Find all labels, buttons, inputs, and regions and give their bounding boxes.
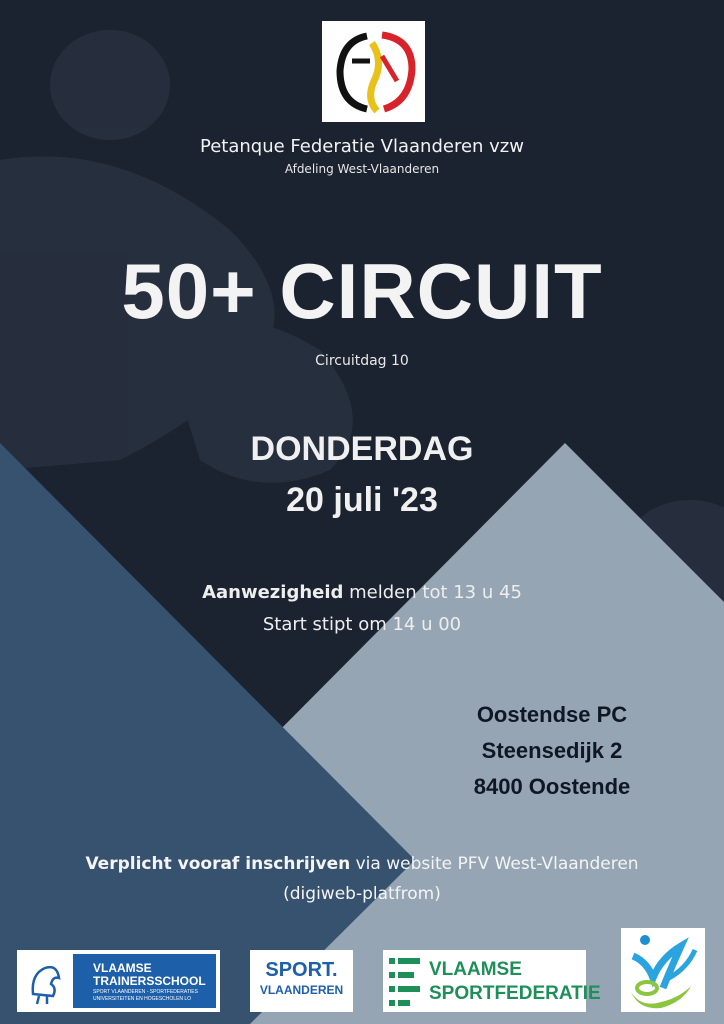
- venue-city: 8400 Oostende: [473, 774, 631, 799]
- presence-bold: Aanwezigheid: [202, 582, 344, 603]
- event-day: DONDERDAG: [250, 430, 474, 468]
- registration-bold: Verplicht vooraf inschrijven: [85, 854, 351, 874]
- vlaamse-sportfederatie-logo: [383, 950, 601, 1012]
- vlaamse-trainersschool-logo: [17, 950, 220, 1012]
- lion-icon: [23, 954, 71, 1008]
- sport-line1: SPORT.: [265, 959, 338, 981]
- trainersschool-line1: VLAAMSE: [93, 961, 152, 975]
- trainersschool-small1: SPORT VLAANDEREN - SPORTFEDERATIES: [93, 989, 198, 995]
- venue-name: Oostendse PC: [476, 702, 628, 727]
- registration-rest: via website PFV West-Vlaanderen: [350, 854, 639, 874]
- sport-vlaanderen-logo: [250, 950, 353, 1012]
- federatie-bars-icon: [389, 956, 423, 1006]
- emblem-logo: [621, 928, 705, 1012]
- event-date: 20 juli '23: [286, 481, 438, 519]
- trainersschool-line2: TRAINERSSCHOOL: [93, 974, 206, 988]
- event-subtitle: Circuitdag 10: [315, 353, 409, 369]
- presence-rest: melden tot 13 u 45: [343, 582, 522, 603]
- federatie-line2: SPORTFEDERATIE: [429, 983, 601, 1004]
- trainersschool-small2: UNIVERSITEITEN EN HOGESCHOLEN LO: [93, 996, 192, 1002]
- department-name: Afdeling West-Vlaanderen: [284, 162, 440, 176]
- event-title: 50+ CIRCUIT: [121, 247, 603, 335]
- registration-platform: (digiweb-platfrom): [283, 884, 441, 904]
- pfv-logo: [322, 21, 425, 122]
- venue-street: Steensedijk 2: [481, 738, 623, 763]
- sport-line2: VLAANDEREN: [259, 983, 344, 997]
- presence-info: [0, 582, 724, 603]
- organization-name: Petanque Federatie Vlaanderen vzw: [200, 136, 524, 157]
- registration-info: [0, 854, 724, 874]
- federatie-line1: VLAAMSE: [429, 959, 522, 980]
- start-time: Start stipt om 14 u 00: [262, 614, 462, 635]
